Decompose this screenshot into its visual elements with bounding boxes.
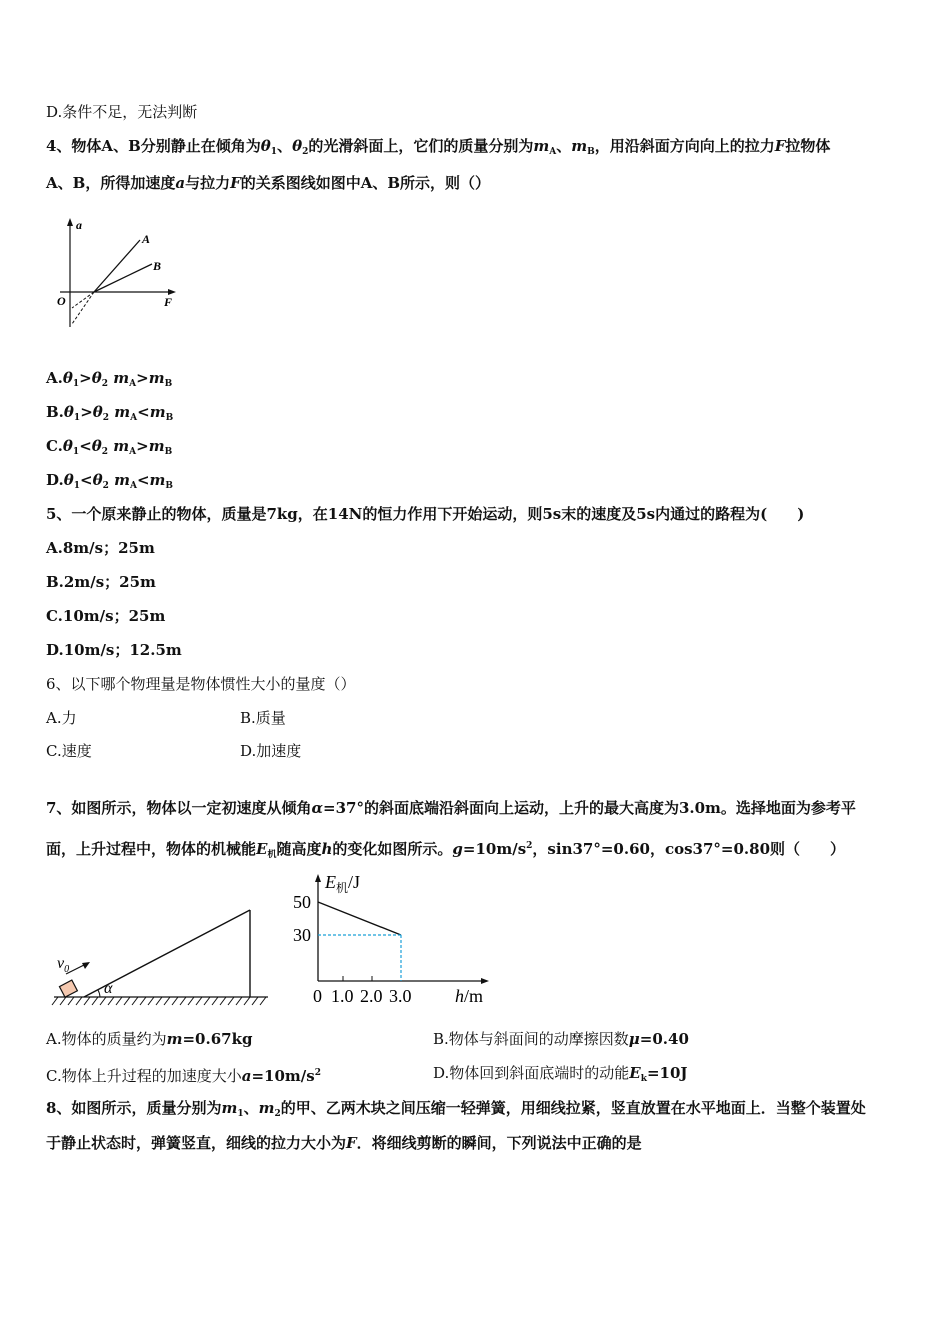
q7-option-b: B.物体与斜面间的动摩擦因数μ=0.40 xyxy=(433,1030,689,1048)
y-axis-arrow xyxy=(67,218,73,226)
q5-option-a: A.8m/s；25m xyxy=(46,539,155,557)
line-b xyxy=(94,264,152,292)
q4-option-a: $A.\theta_1>\theta_2$ $m_A>m_B$ xyxy=(46,369,173,389)
y-tick-label-30: 30 xyxy=(293,925,311,945)
q5-option-c: C.10m/s；25m xyxy=(46,607,166,625)
origin-label: O xyxy=(57,294,66,308)
q7-option-a: A.物体的质量约为m=0.67kg xyxy=(46,1030,253,1048)
angle-arc xyxy=(98,990,100,997)
ground-hatching xyxy=(52,997,266,1005)
label-line-a: A xyxy=(142,232,151,246)
label-line-b: B xyxy=(153,259,162,273)
q8-stem-line2: 于静止状态时，弹簧竖直，细线的拉力大小为F．将细线剪断的瞬间，下列说法中正确的是 xyxy=(46,1134,642,1152)
q4-stem-line1: 4、物体A、B分别静止在倾角为$\theta_1$、$\theta_2$的光滑斜面上，它们的质量分别为$m_A$、$m_B$，用沿斜面方向向上的拉力F拉物体 xyxy=(46,137,831,157)
x-tick-label-0: 0 xyxy=(313,986,322,1006)
q8-stem-line1: 8、如图所示，质量分别为$m_1$、$m_2$的甲、乙两木块之间压缩一轻弹簧，用细线拉紧，竖直放置在水平地面上．当整个装置处 xyxy=(46,1099,866,1119)
line-a-extension xyxy=(72,292,94,324)
x-tick-label-3: 3.0 xyxy=(389,986,412,1006)
energy-line xyxy=(318,902,401,935)
q6-option-c: C.速度 xyxy=(46,742,92,760)
v0-label: $v_0$ xyxy=(57,955,70,975)
y-axis-arrow xyxy=(315,874,321,882)
q4-option-c: $C.\theta_1<\theta_2$ $m_A>m_B$ xyxy=(46,437,173,457)
x-tick-label-1: 1.0 xyxy=(331,986,354,1006)
q3-option-d: D.条件不足，无法判断 xyxy=(46,103,198,121)
q4-option-b: $B.\theta_1>\theta_2$ $m_A<m_B$ xyxy=(46,403,174,423)
q7-incline-figure xyxy=(48,900,273,1015)
q7-stem-line1: 7、如图所示，物体以一定初速度从倾角α=37°的斜面底端沿斜面向上运动，上升的最大高度为3.0m。选择地面为参考平 xyxy=(46,799,856,817)
q6-option-a: A.力 xyxy=(46,709,77,727)
block xyxy=(59,980,77,997)
q7-option-c: C.物体上升过程的加速度大小$a=10m/s^2$ xyxy=(46,1067,321,1085)
q6-option-b: B.质量 xyxy=(240,709,286,727)
axis-label-a: a xyxy=(76,218,82,232)
q6-option-d: D.加速度 xyxy=(240,742,302,760)
q5-stem: 5、一个原来静止的物体，质量是7kg，在14N的恒力作用下开始运动，则5s末的速度及5s内通过的路程为( ) xyxy=(46,505,805,523)
y-axis-label: $E_机/J$ xyxy=(325,872,361,895)
q4-option-d: $D.\theta_1<\theta_2$ $m_A<m_B$ xyxy=(46,471,173,491)
angle-label: α xyxy=(104,980,113,997)
x-axis-label: h/m xyxy=(455,986,484,1006)
line-a xyxy=(94,240,140,292)
x-axis-arrow xyxy=(481,978,489,984)
y-tick-label-50: 50 xyxy=(293,892,311,912)
q5-option-d: D.10m/s；12.5m xyxy=(46,641,182,659)
line-b-extension xyxy=(72,292,94,308)
q4-acceleration-force-graph xyxy=(52,212,192,332)
q7-option-d: D.物体回到斜面底端时的动能$E_k=10J$ xyxy=(433,1064,688,1084)
q6-stem: 6、以下哪个物理量是物体惯性大小的量度（） xyxy=(46,675,356,693)
axis-label-f: F xyxy=(164,295,173,309)
q5-option-b: B.2m/s；25m xyxy=(46,573,156,591)
q4-stem-line2: A、B，所得加速度a与拉力F的关系图线如图中A、B所示，则（） xyxy=(46,174,491,192)
x-tick-label-2: 2.0 xyxy=(360,986,383,1006)
q7-stem-line2: 面，上升过程中，物体的机械能$E_机$随高度h的变化如图所示。$g=10m/s^2$，sin37°=0.60，cos37°=0.80则（ ） xyxy=(46,840,846,860)
q7-energy-height-chart xyxy=(285,868,500,1010)
